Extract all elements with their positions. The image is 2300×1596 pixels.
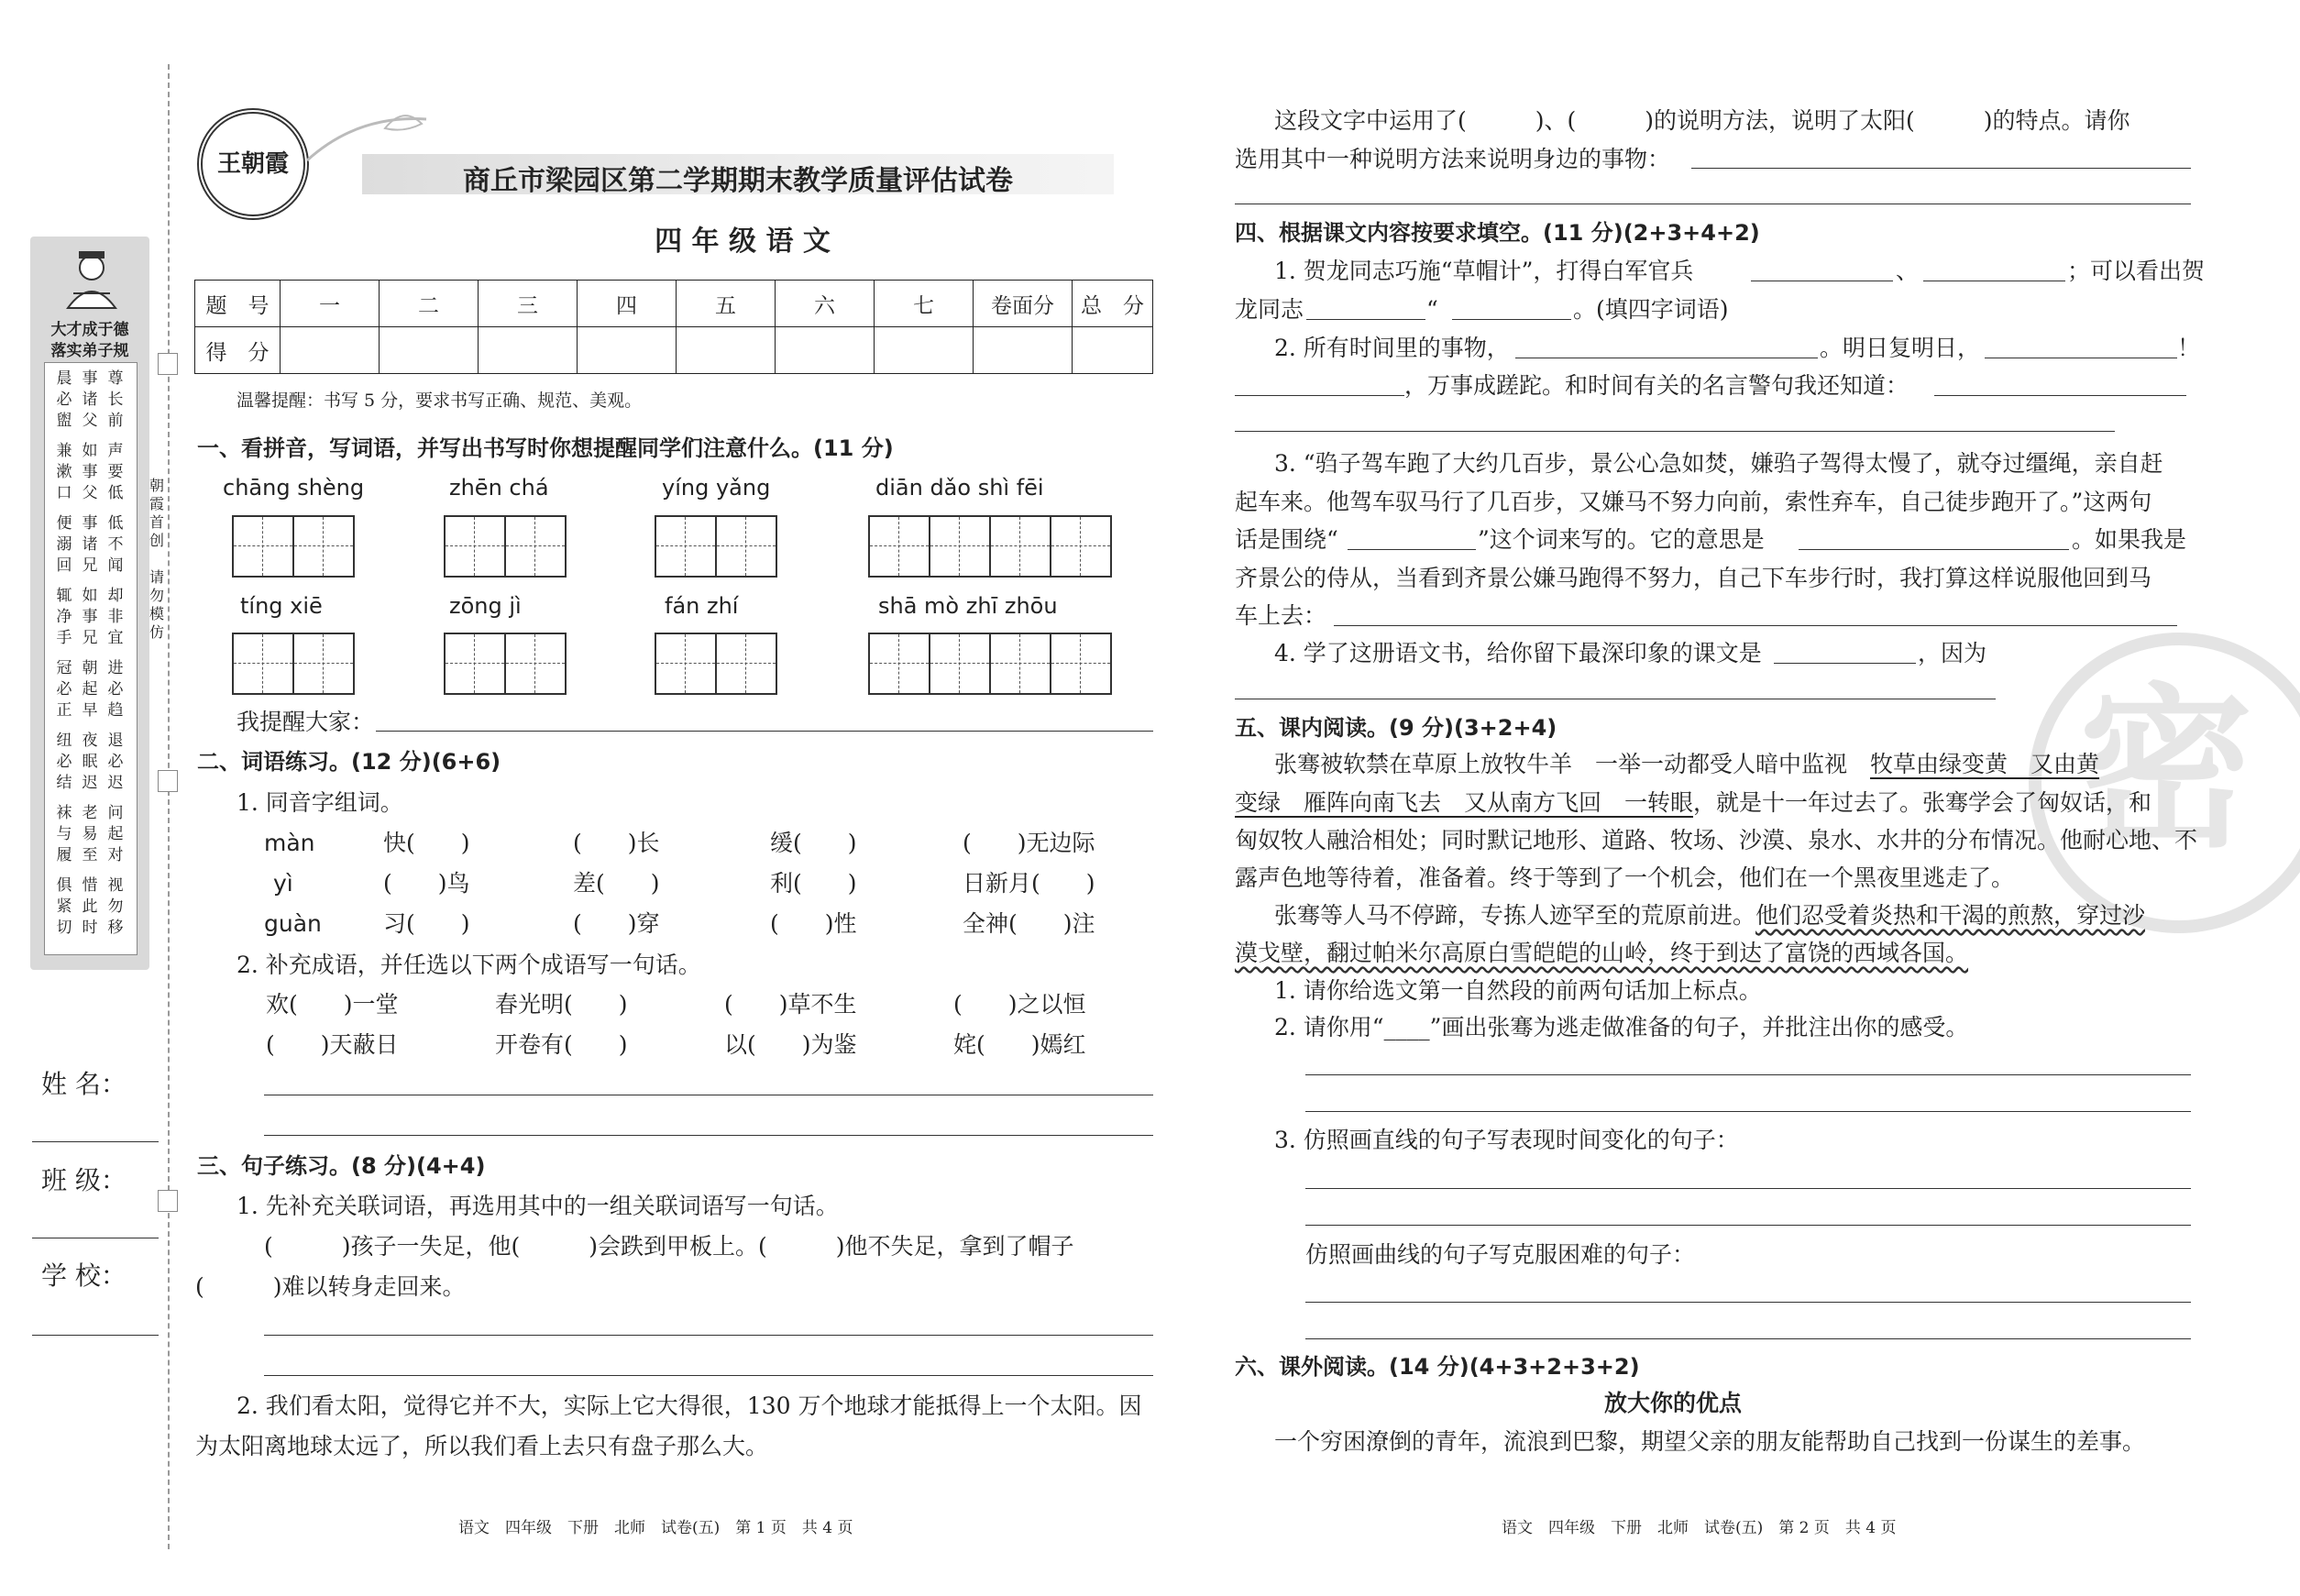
write-grid-1[interactable] [232, 515, 355, 578]
s4-q3-line1: 3. “驺子驾车跑了大约几百步，景公心急如焚，嫌驺子驾得太慢了，就夺过缰绳，亲自赶 [1274, 450, 2163, 477]
motto-column: 视勿移 [107, 876, 124, 937]
tip-text: 温馨提醒：书写 5 分，要求书写正确、规范、美观。 [237, 391, 643, 411]
s4-q1-blank-3[interactable] [1306, 319, 1425, 320]
page-title: 商丘市梁园区第二学期期末教学质量评估试卷 [463, 165, 1013, 197]
write-grid-4[interactable] [868, 515, 1112, 578]
stamp-watermark [2029, 633, 2300, 933]
s5-q1: 1. 请你给选文第一自然段的前两句话加上标点。 [1274, 977, 1762, 1004]
motto-column: 老易至 [82, 804, 98, 864]
strip-banner-2: 落实弟子规 [50, 342, 129, 360]
s4-q1-line2a: 龙同志 [1235, 296, 1304, 323]
intro-answer-line-1[interactable] [1691, 168, 2191, 169]
s4-q2-blank-5[interactable] [1235, 431, 2115, 432]
s4-q2-line1b: 。明日复明日， [1820, 335, 1981, 361]
s4-q1-tail: ；可以看出贺 [2067, 258, 2206, 284]
homophone-pinyin: guàn [264, 910, 322, 937]
binding-mark-1 [158, 353, 178, 375]
s6-article-title: 放大你的优点 [1603, 1390, 1742, 1416]
idiom-item[interactable]: 欢( )一堂 [266, 991, 399, 1018]
score-input-cell[interactable] [578, 327, 677, 374]
section2-answer-line-2[interactable] [264, 1135, 1153, 1136]
footer-left: 语文 四年级 下册 北师 试卷(五) 第 1 页 共 4 页 [458, 1519, 853, 1537]
seal-note-1: 朝霞首创 [149, 477, 165, 549]
homophone-blank[interactable]: 差( ) [573, 870, 660, 897]
s4-q1-line2b: “ [1426, 296, 1438, 323]
s4-q3-line3a: 话是围绕“ [1235, 526, 1338, 553]
s4-q3-line4: 齐景公的侍从，当看到齐景公嫌马跑得不努力，自己下车步行时，我打算这样说服他回到马 [1235, 565, 2152, 591]
binding-mark-2 [158, 770, 178, 792]
section3-q2-line1: 2. 我们看太阳，觉得它并不大，实际上它大得很，130 万个地球才能抵得上一个太阳。因 [237, 1392, 1142, 1419]
score-row-label: 得 分 [195, 327, 281, 374]
s5-p2-a: 变绿 雁阵向南飞去 又从南方飞回 一转眼 [1235, 789, 1694, 816]
binding-mark-3 [158, 1190, 178, 1212]
s5-q2-line-1[interactable] [1305, 1074, 2191, 1075]
s4-q2-line1a: 2. 所有时间里的事物， [1274, 335, 1510, 361]
s5-q2: 2. 请你用“____”画出张骞为逃走做准备的句子，并批注出你的感受。 [1274, 1014, 1969, 1040]
motto-column: 晨必盥 [56, 369, 72, 430]
s4-q2-line2: ，万事成蹉跎。和时间有关的名言警句我还知道： [1404, 372, 1909, 399]
write-grid-2[interactable] [444, 515, 567, 578]
motto-column: 尊长前 [107, 369, 124, 430]
motto-column: 退必迟 [107, 732, 124, 792]
score-header-cell: 二 [380, 281, 479, 327]
pinyin-5: tíng xiē [240, 593, 323, 619]
pinyin-4: diān dǎo shì fēi [875, 475, 1044, 501]
score-table [194, 280, 1153, 374]
score-header-cell: 五 [677, 281, 776, 327]
s4-q3-line5: 车上去： [1235, 602, 1327, 629]
score-input-cell[interactable] [380, 327, 479, 374]
intro-line-2: 选用其中一种说明方法来说明身边的事物： [1235, 146, 1671, 172]
logo-emblem [197, 108, 309, 220]
motto-column: 纽必结 [56, 732, 72, 792]
intro-line-1: 这段文字中运用了( )、( )的说明方法，说明了太阳( )的特点。请你 [1274, 107, 2130, 134]
motto-column: 事诸兄 [82, 514, 98, 575]
s4-q1-mid: 、 [1896, 258, 1920, 284]
s4-q2-line1c: ！ [2177, 335, 2201, 361]
homophone-blank[interactable]: ( )长 [573, 830, 660, 856]
section3-q2-line2: 为太阳离地球太远了，所以我们看上去只有盘子那么大。 [195, 1433, 769, 1459]
class-label: 班 级： [41, 1165, 127, 1195]
motto-column: 辄净手 [56, 587, 72, 647]
idiom-item[interactable]: 姹( )嫣红 [953, 1031, 1086, 1058]
score-value-row [195, 327, 1153, 374]
s5-passage-line6: 漠戈壁，翻过帕米尔高原白雪皑皑的山岭，终于到达了富饶的西域各国。 [1235, 940, 1969, 966]
score-input-cell[interactable] [776, 327, 875, 374]
pinyin-3: yíng yǎng [662, 475, 771, 501]
homophone-pinyin: yì [273, 870, 293, 897]
s4-q4-blank-1[interactable] [1774, 663, 1916, 664]
pinyin-1: chāng shèng [223, 475, 365, 501]
motto-column: 兼漱口 [56, 442, 72, 502]
score-header-cell: 四 [578, 281, 677, 327]
s5-passage-line1 [1274, 750, 2099, 779]
motto-column: 袜与履 [56, 804, 72, 864]
s5-q3b-line-2[interactable] [1305, 1338, 2191, 1339]
s4-q4-line1b: ，因为 [1918, 640, 1987, 666]
write-grid-3[interactable] [655, 515, 777, 578]
idiom-item[interactable]: ( )天蔽日 [266, 1031, 399, 1058]
section6-heading: 六、课外阅读。(14 分)(4+3+2+3+2) [1235, 1354, 1640, 1380]
subject-title: 四 年 级 语 文 [655, 226, 831, 258]
s4-q3-blank-2[interactable] [1799, 549, 2069, 550]
s4-q3-blank-3[interactable] [1334, 625, 2177, 626]
score-input-cell[interactable] [479, 327, 578, 374]
write-grid-6[interactable] [444, 633, 567, 695]
motto-column: 俱紧切 [56, 876, 72, 937]
motto-column: 便溺回 [56, 514, 72, 575]
s5-p1-b: 牧草由绿变黄 又由黄 [1870, 751, 2100, 777]
logo-text: 王朝霞 [216, 150, 289, 178]
section3-answer-line-1[interactable] [264, 1335, 1153, 1336]
idiom-item[interactable]: ( )之以恒 [953, 991, 1086, 1018]
section4-heading: 四、根据课文内容按要求填空。(11 分)(2+3+4+2) [1235, 220, 1760, 246]
s5-p2-b: ，就是十一年过去了。张骞学会了匈奴话，和 [1693, 789, 2152, 816]
pinyin-2: zhēn chá [449, 475, 549, 501]
motto-column: 进必趋 [107, 659, 124, 720]
score-header-cell: 三 [479, 281, 578, 327]
pinyin-6: zōng jì [449, 593, 522, 619]
motto-column: 夜眠迟 [82, 732, 98, 792]
section2-heading: 二、词语练习。(12 分)(6+6) [197, 749, 501, 775]
score-header-cell: 一 [281, 281, 380, 327]
motto-column: 声要低 [107, 442, 124, 502]
score-input-cell[interactable] [281, 327, 380, 374]
s5-p1-a: 张骞被软禁在草原上放牧牛羊 一举一动都受人暗中监视 [1274, 751, 1871, 777]
pinyin-7: fán zhí [665, 593, 739, 619]
motto-column: 朝起早 [82, 659, 98, 720]
homophone-blank[interactable]: 快( ) [383, 830, 470, 856]
score-input-cell[interactable] [1073, 327, 1153, 374]
section2-q1: 1. 同音字组词。 [237, 789, 403, 816]
motto-column: 低不闻 [107, 514, 124, 575]
idiom-item[interactable]: ( )草不生 [724, 991, 857, 1018]
s5-passage-line2 [1235, 788, 2151, 818]
homophone-pinyin: màn [264, 830, 315, 856]
s5-q3b: 仿照画曲线的句子写克服困难的句子： [1305, 1241, 1696, 1268]
section3-heading: 三、句子练习。(8 分)(4+4) [197, 1153, 486, 1179]
footer-right: 语文 四年级 下册 北师 试卷(五) 第 2 页 共 4 页 [1502, 1519, 1897, 1537]
s5-p5-b: 他们忍受着炎热和干渴的煎熬，穿过沙 [1755, 902, 2146, 929]
section5-heading: 五、课内阅读。(9 分)(3+2+4) [1235, 715, 1557, 741]
s4-q3-line3b: ”这个词来写的。它的意思是 [1478, 526, 1765, 553]
homophone-blank[interactable]: 缓( ) [770, 830, 857, 856]
homophone-blank[interactable]: 利( ) [770, 870, 857, 897]
score-header-row [195, 281, 1153, 327]
section3-q1-line2: ( )难以转身走回来。 [195, 1273, 466, 1300]
s4-q3-line3c: 。如果我是 [2072, 526, 2187, 553]
score-header-cell: 七 [875, 281, 974, 327]
score-input-cell[interactable] [974, 327, 1073, 374]
score-header-cell: 六 [776, 281, 875, 327]
scholar-illustration [55, 248, 128, 312]
motto-column: 惜此时 [82, 876, 98, 937]
homophone-blank[interactable]: 日新月( ) [963, 870, 1095, 897]
s5-q2-line-2[interactable] [1305, 1111, 2191, 1112]
write-grid-5[interactable] [232, 633, 355, 695]
homophone-blank[interactable]: ( )鸟 [383, 870, 470, 897]
s5-passage-line3: 匈奴牧人融洽相处；同时默记地形、道路、牧场、沙漠、泉水、水井的分布情况。他耐心地、不 [1235, 827, 2198, 853]
score-header-cell: 题 号 [195, 281, 281, 327]
s5-q3b-line-1[interactable] [1305, 1302, 2191, 1303]
section3-q1: 1. 先补充关联词语，再选用其中的一组关联词语写一句话。 [237, 1193, 839, 1219]
pinyin-8: shā mò zhī zhōu [878, 593, 1058, 619]
school-label: 学 校： [41, 1260, 127, 1291]
s5-q3: 3. 仿照画直线的句子写表现时间变化的句子： [1274, 1127, 1739, 1153]
school-field[interactable] [32, 1335, 159, 1336]
homophone-blank[interactable]: ( )无边际 [963, 830, 1095, 856]
name-label: 姓 名： [41, 1069, 127, 1099]
homophone-blank[interactable]: ( )性 [770, 910, 857, 937]
s5-p5-a: 张骞等人马不停蹄，专拣人迹罕至的荒原前进。 [1274, 902, 1756, 929]
idiom-item[interactable]: 春光明( ) [495, 991, 628, 1018]
score-input-cell[interactable] [875, 327, 974, 374]
s4-q3-blank-1[interactable] [1348, 549, 1476, 550]
name-field[interactable] [32, 1141, 159, 1142]
motto-column: 问起对 [107, 804, 124, 864]
section1-heading: 一、看拼音，写词语，并写出书写时你想提醒同学们注意什么。(11 分) [197, 435, 894, 461]
s4-q2-blank-3[interactable] [1235, 395, 1404, 396]
write-grid-7[interactable] [655, 633, 777, 695]
homophone-blank[interactable]: 习( ) [383, 910, 470, 937]
motto-column: 却非宜 [107, 587, 124, 647]
score-header-cell: 卷面分 [974, 281, 1073, 327]
motto-column: 冠必正 [56, 659, 72, 720]
ribbon-icon [303, 110, 431, 165]
write-grid-8[interactable] [868, 633, 1112, 695]
score-header-cell: 总 分 [1073, 281, 1153, 327]
idiom-item[interactable]: 开卷有( ) [495, 1031, 628, 1058]
s6-paragraph-1: 一个穷困潦倒的青年，流浪到巴黎，期望父亲的朋友能帮助自己找到一份谋生的差事。 [1274, 1428, 2146, 1455]
section2-q2: 2. 补充成语，并任选以下两个成语写一句话。 [237, 952, 701, 978]
s4-q1-line1: 1. 贺龙同志巧施“草帽计”，打得白军官兵 [1274, 258, 1694, 284]
idiom-item[interactable]: 以( )为鉴 [724, 1031, 857, 1058]
homophone-blank[interactable]: 全神( )注 [963, 910, 1095, 937]
motto-column: 事诸父 [82, 369, 98, 430]
reminder-answer-line[interactable] [376, 731, 1153, 732]
section3-answer-line-2[interactable] [264, 1375, 1153, 1376]
s4-q1-blank-4[interactable] [1452, 319, 1571, 320]
s4-q4-line1a: 4. 学了这册语文书，给你留下最深印象的课文是 [1274, 640, 1762, 666]
s4-q2-blank-4[interactable] [1934, 395, 2186, 396]
motto-column: 如事兄 [82, 587, 98, 647]
homophone-blank[interactable]: ( )穿 [573, 910, 660, 937]
score-input-cell[interactable] [677, 327, 776, 374]
s5-passage-line5 [1274, 901, 2145, 930]
seal-note-2: 请勿模仿 [149, 568, 165, 641]
s5-passage-line4: 露声色地等待着，准备着。终于等到了一个机会，他们在一个黑夜里逃走了。 [1235, 864, 2015, 891]
section3-q1-line1: ( )孩子一失足，他( )会跌到甲板上。( )他不失足，拿到了帽子 [264, 1233, 1074, 1260]
s5-q3-line-1[interactable] [1305, 1188, 2191, 1189]
s4-q3-line2: 起车来。他驾车驭马行了几百步，又嫌马不努力向前，索性弃车，自己徒步跑开了。”这两句 [1235, 489, 2152, 515]
reminder-label: 我提醒大家： [237, 709, 375, 735]
s5-q3-line-2[interactable] [1305, 1225, 2191, 1226]
s4-q1-line2c: 。(填四字词语) [1573, 296, 1729, 323]
stamp-text: 密 [2078, 666, 2253, 871]
motto-column: 如事父 [82, 442, 98, 502]
strip-banner-1: 大才成于德 [50, 321, 129, 339]
